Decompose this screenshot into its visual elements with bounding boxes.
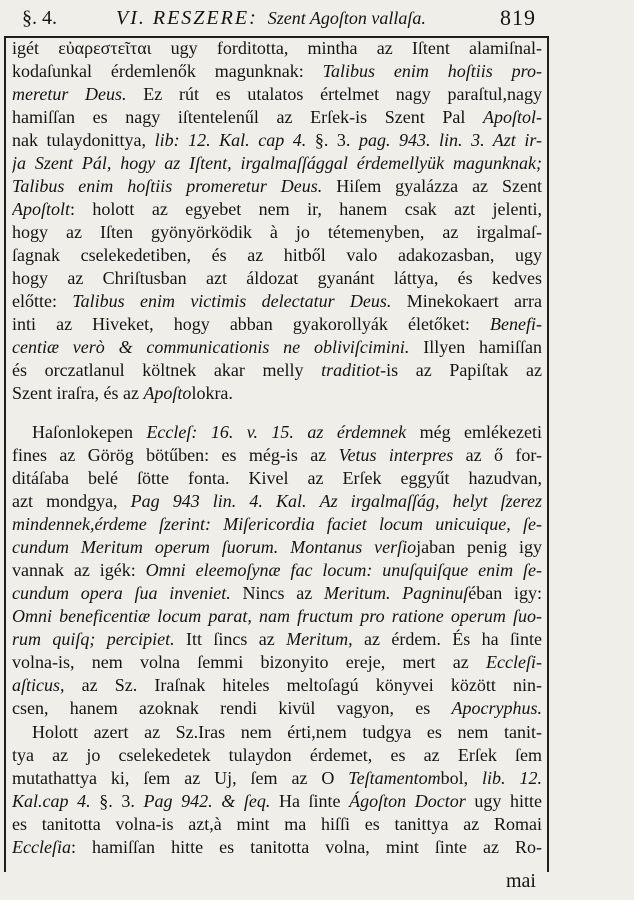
text-segment: Ha ſinte xyxy=(270,791,350,811)
italic-text: Benefi- xyxy=(490,314,542,334)
text-segment: , az Sz. Iraſnak hiteles meltoſagú könyvei között nin- xyxy=(60,675,542,695)
text-line xyxy=(12,628,542,651)
text-segment: vannak az igék: xyxy=(12,560,146,580)
text-segment: Minekokaert arra xyxy=(391,291,542,311)
italic-text: Talibus enim hoſtiis promeretur Deus. xyxy=(12,176,323,196)
text-segment: csen, hanem azoknak rendi kivül vagyon, es xyxy=(12,698,452,718)
text-segment: -is az Papiſtak az xyxy=(380,360,542,380)
text-line xyxy=(12,674,542,697)
italic-text: Ágoſton Doctor xyxy=(349,791,466,811)
text-segment: Nincs az xyxy=(230,583,324,603)
text-line xyxy=(12,129,542,152)
text-segment: még emlékezeti xyxy=(406,422,542,442)
text-segment: tya az jo cselekedetek tulaydon érdemet, es az Erſek ſem xyxy=(12,745,542,765)
italic-text: Kal.cap 4. xyxy=(12,791,91,811)
text-segment: lokra. xyxy=(191,383,233,403)
text-segment: mutathattya ki, ſem az Uj, ſem az O xyxy=(12,768,349,788)
text-line xyxy=(12,336,542,359)
italic-text: Apocryphus. xyxy=(451,698,542,718)
text-segment: §. 3. xyxy=(90,791,144,811)
text-line xyxy=(12,605,542,628)
text-line xyxy=(12,536,542,559)
text-segment: hogy az Chriſtusban azt áldozat gyanánt láttya, és kedves xyxy=(12,268,542,288)
text-body xyxy=(12,0,542,870)
italic-text: cundum opera ſua inveniet. xyxy=(12,583,231,603)
text-segment: es tanitotta volna-is azt,à mint ma hiſſi es tanittya az Romai xyxy=(12,814,542,834)
italic-text: Eccleſi- xyxy=(486,652,542,672)
italic-text: Montanus verſio xyxy=(290,537,417,557)
italic-text: cundum Meritum operum ſuorum. xyxy=(12,537,279,557)
left-frame-line xyxy=(4,36,6,872)
right-frame-line xyxy=(547,36,549,872)
text-segment: Illyen hamiſſan xyxy=(409,337,542,357)
text-segment: volna-is, nem volna ſemmi bizonyito ereje, mert az xyxy=(12,652,487,672)
text-segment: Itt ſincs az xyxy=(174,629,287,649)
text-segment: fines az Görög bötűben: es még-is az xyxy=(12,445,339,465)
catchword: mai xyxy=(506,870,536,892)
text-line xyxy=(12,697,542,720)
text-segment: Hiſem gyalázza az Szent xyxy=(322,176,542,196)
text-line xyxy=(12,490,542,513)
section-number: §. 4. xyxy=(22,7,57,29)
italic-text: pag. 943. lin. 3. Azt ir- xyxy=(358,130,542,150)
text-segment: : hamiſſan hitte es tanitotta volna, mint ſinte az Ro- xyxy=(70,837,542,857)
italic-text: aſticus xyxy=(12,675,60,695)
text-line xyxy=(12,421,542,444)
text-line xyxy=(12,106,542,129)
text-segment xyxy=(306,491,319,511)
text-line xyxy=(12,744,542,767)
text-line xyxy=(12,767,542,790)
italic-text: centiæ verò & communicationis ne obliviſcimini. xyxy=(12,337,410,357)
text-segment: hogy az Iſten gyönyörködik à jo tétemenyben, az irgalmaſ- xyxy=(12,222,542,242)
text-line xyxy=(12,152,542,175)
text-line xyxy=(12,559,542,582)
text-line xyxy=(12,790,542,813)
text-line xyxy=(12,467,542,490)
italic-text: Meritum. xyxy=(323,583,391,603)
text-segment: ſagnak cselekedetiben, és az hitből valo adakozasban, ugy xyxy=(12,245,542,265)
italic-text: Pag 943 lin. 4. Kal. xyxy=(130,491,307,511)
paragraph xyxy=(12,721,542,859)
running-title-subject: Szent Agoſton vallaſa. xyxy=(267,8,426,28)
text-line xyxy=(12,60,542,83)
text-segment: az ő for- xyxy=(453,445,542,465)
text-line xyxy=(12,513,542,536)
text-segment: Holott azert az Sz.Iras nem érti,nem tudgya es nem tanit- xyxy=(32,722,542,742)
italic-text: mindennek,érdeme ſzerint: Miſericordia faciet locum unicuique, ſe- xyxy=(12,514,542,534)
text-segment: inti az Hiveket, hogy abban gyakorollyák életőket: xyxy=(12,314,491,334)
text-segment: ditáſaba belé ſötte fonta. Kivel az Erſek eggyűt hazudvan, xyxy=(12,468,542,488)
italic-text: Meritum, xyxy=(286,629,353,649)
text-segment xyxy=(278,537,290,557)
text-segment: igét xyxy=(12,38,59,58)
text-line xyxy=(12,198,542,221)
text-line xyxy=(12,175,542,198)
text-segment: Haſonlokepen xyxy=(32,422,147,442)
text-segment: és orczatlanul költnek akar melly xyxy=(12,360,322,380)
italic-text: Apoſtol- xyxy=(483,107,542,127)
italic-text: Az irgalmaſſág, helyt ſzerez xyxy=(319,491,542,511)
italic-text: Omni beneficentiæ locum parat, nam fructum pro ratione operum ſuo- xyxy=(12,606,542,626)
italic-text: Apoſtolt xyxy=(12,199,70,219)
text-line xyxy=(12,359,542,382)
text-line xyxy=(12,290,542,313)
text-line xyxy=(12,651,542,674)
text-segment: bol, xyxy=(440,768,483,788)
italic-text: Pagninuſ xyxy=(402,583,469,603)
text-segment: azt mondgya, xyxy=(12,491,131,511)
text-segment: előtte: xyxy=(12,291,73,311)
text-line xyxy=(12,37,542,60)
italic-text: meretur Deus. xyxy=(12,84,127,104)
italic-text: ja Szent Pál, hogy az Iſtent, irgalmaſſággal érdemellyük magunknak; xyxy=(12,153,542,173)
text-line xyxy=(12,382,542,405)
text-segment: εὐαρεστεῖται xyxy=(58,38,152,58)
italic-text: lib. 12. xyxy=(482,768,542,788)
text-segment: jaban penig igy xyxy=(416,537,542,557)
text-segment: Szent iraſra, és az xyxy=(12,383,144,403)
italic-text: traditiot xyxy=(321,360,381,380)
text-line xyxy=(12,721,542,744)
text-line xyxy=(12,836,542,859)
italic-text: Vetus interpres xyxy=(338,445,454,465)
italic-text: Eccleſia xyxy=(12,837,71,857)
italic-text: Teſtamentom xyxy=(348,768,441,788)
text-segment: éban igy: xyxy=(468,583,542,603)
italic-text: Omni eleemoſynæ fac locum: unuſquiſque enim ſe- xyxy=(145,560,542,580)
text-segment: Ez rút es utalatos értelmet nagy paraſtul,nagy xyxy=(126,84,542,104)
italic-text: Pag 942. & ſeq. xyxy=(143,791,271,811)
text-segment: hamiſſan es nagy iſtentelenűl az Erſek-is Szent Pal xyxy=(12,107,483,127)
page-number: 819 xyxy=(500,5,536,30)
text-segment xyxy=(390,583,402,603)
text-segment: nak tulaydonittya, xyxy=(12,130,155,150)
text-segment: : holott az egyebet nem ir, hanem csak azt jelenti, xyxy=(70,199,542,219)
text-line xyxy=(12,221,542,244)
text-line xyxy=(12,313,542,336)
paragraph xyxy=(12,37,542,405)
italic-text: lib: 12. Kal. cap 4. xyxy=(154,130,307,150)
italic-text: Talibus enim hoſtiis pro- xyxy=(322,61,542,81)
text-line xyxy=(12,582,542,605)
text-line xyxy=(12,813,542,836)
paragraph xyxy=(12,421,542,720)
italic-text: rum quiſq; percipiet. xyxy=(12,629,175,649)
italic-text: Talibus enim victimis delectatur Deus. xyxy=(72,291,392,311)
italic-text: Apoſto xyxy=(143,383,192,403)
text-line xyxy=(12,444,542,467)
running-title-part: VI. RESZERE: xyxy=(116,7,258,29)
text-line xyxy=(12,244,542,267)
text-line xyxy=(12,267,542,290)
text-segment: ugy hitte xyxy=(465,791,542,811)
text-segment: az érdem. És ha ſinte xyxy=(352,629,542,649)
text-line xyxy=(12,83,542,106)
text-segment: ugy forditotta, mintha az Iſtent alamiſnal- xyxy=(151,38,542,58)
text-segment: kodaſunkal érdemlenők magunknak: xyxy=(12,61,323,81)
italic-text: Eccleſ: 16. v. 15. az érdemnek xyxy=(146,422,407,442)
text-segment: §. 3. xyxy=(306,130,359,150)
